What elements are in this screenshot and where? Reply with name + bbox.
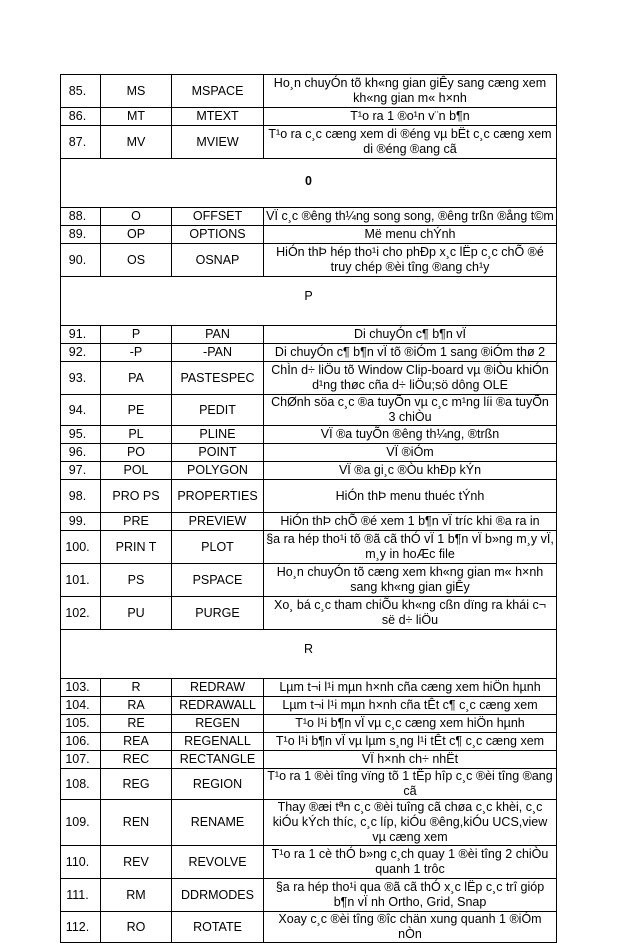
row-number-cell xyxy=(61,426,101,444)
abbreviation-cell: REC xyxy=(101,751,172,769)
table-row xyxy=(61,846,557,879)
table-row xyxy=(61,733,557,751)
table-row xyxy=(61,108,557,126)
command-cell: OSNAP xyxy=(172,244,264,277)
table-row xyxy=(61,912,557,943)
row-number-text: 106. xyxy=(65,734,90,748)
description-cell: Thay ®æi tªn c¸c ®èi tuîng cã chøa c¸c khèi, c¸c kiÓu kÝch thíc, c¸c líp, kiÓu ®êng,kiÓu UCS,view vµ cæng xem xyxy=(264,800,557,846)
row-number-text: 93. xyxy=(68,370,87,385)
description-cell: VÏ h×nh ch÷ nhËt xyxy=(264,751,557,769)
row-number-text: 98. xyxy=(68,488,87,503)
description-cell: HiÓn thÞ hép tho¹i cho phÐp x¸c lËp c¸c chÕ ®é truy chép ®èi tîng ®ang ch¹y xyxy=(264,244,557,277)
abbreviation-cell: REV xyxy=(101,846,172,879)
row-number-cell xyxy=(61,395,101,426)
command-cell: POINT xyxy=(172,444,264,462)
command-cell: REGEN xyxy=(172,715,264,733)
row-number-cell xyxy=(61,769,101,800)
row-number-text: 94. xyxy=(68,402,87,417)
table-row xyxy=(61,597,557,630)
row-number-cell xyxy=(61,513,101,531)
row-number-text: 110. xyxy=(65,854,90,869)
abbreviation-cell: PO xyxy=(101,444,172,462)
row-number-text: 89. xyxy=(68,227,87,241)
section-header-row xyxy=(61,277,557,326)
command-cell: POLYGON xyxy=(172,462,264,480)
abbreviation-cell: RE xyxy=(101,715,172,733)
table-row xyxy=(61,362,557,395)
description-cell: VÏ ®a gi¸c ®Òu khÐp kÝn xyxy=(264,462,557,480)
description-cell: Ho¸n chuyÓn tõ cæng xem kh«ng gian m« h×nh sang kh«ng gian giÊy xyxy=(264,564,557,597)
abbreviation-cell: PRE xyxy=(101,513,172,531)
row-number-cell xyxy=(61,912,101,943)
description-cell: T¹o ra 1 ®o¹n v¨n b¶n xyxy=(264,108,557,126)
description-cell: Di chuyÓn c¶ b¶n vÏ tõ ®iÓm 1 sang ®iÓm thø 2 xyxy=(264,344,557,362)
command-cell: RENAME xyxy=(172,800,264,846)
command-cell: DDRMODES xyxy=(172,879,264,912)
abbreviation-cell: MS xyxy=(101,75,172,108)
table-row xyxy=(61,679,557,697)
row-number-text: 96. xyxy=(68,445,87,459)
row-number-text: 91. xyxy=(68,327,87,341)
row-number-text: 85. xyxy=(68,83,87,98)
abbreviation-cell: RA xyxy=(101,697,172,715)
abbreviation-cell: PL xyxy=(101,426,172,444)
command-cell: PASTESPEC xyxy=(172,362,264,395)
row-number-text: 105. xyxy=(65,716,90,730)
description-cell: VÏ ®iÓm xyxy=(264,444,557,462)
abbreviation-cell: R xyxy=(101,679,172,697)
row-number-text: 103. xyxy=(65,680,90,694)
table-row xyxy=(61,564,557,597)
row-number-cell xyxy=(61,344,101,362)
description-cell: Xoay c¸c ®èi tîng ®îc chän xung quanh 1 ®iÓm nÒn xyxy=(264,912,557,943)
row-number-cell xyxy=(61,444,101,462)
row-number-cell xyxy=(61,208,101,226)
section-header-row xyxy=(61,630,557,679)
row-number-cell xyxy=(61,679,101,697)
description-cell: VÏ c¸c ®êng th¼ng song song, ®êng trßn ®ång t©m xyxy=(264,208,557,226)
command-cell: PREVIEW xyxy=(172,513,264,531)
command-cell: -PAN xyxy=(172,344,264,362)
command-cell: PSPACE xyxy=(172,564,264,597)
row-number-text: 109. xyxy=(65,815,90,829)
row-number-cell xyxy=(61,800,101,846)
description-cell: ChÌn d÷ liÖu tõ Window Clip-board vµ ®iÒu khiÓn d¹ng thøc cña d÷ liÖu;sö dông OLE xyxy=(264,362,557,395)
row-number-text: 92. xyxy=(68,345,87,359)
row-number-cell xyxy=(61,480,101,513)
row-number-text: 108. xyxy=(65,776,90,791)
row-number-cell xyxy=(61,244,101,277)
command-cell: MSPACE xyxy=(172,75,264,108)
table-row xyxy=(61,344,557,362)
command-table xyxy=(60,74,557,943)
command-cell: PROPERTIES xyxy=(172,480,264,513)
abbreviation-cell: RO xyxy=(101,912,172,943)
row-number-cell xyxy=(61,362,101,395)
description-cell: Di chuyÓn c¶ b¶n vÏ xyxy=(264,326,557,344)
row-number-cell xyxy=(61,564,101,597)
description-cell: T¹o ra 1 cè thÓ b»ng c¸ch quay 1 ®èi tîng 2 chiÒu quanh 1 trôc xyxy=(264,846,557,879)
description-cell: T¹o l¹i b¶n vÏ vµ lµm s¸ng l¹i tÊt c¶ c¸c cæng xem xyxy=(264,733,557,751)
command-cell: PEDIT xyxy=(172,395,264,426)
description-cell: Më menu chÝnh xyxy=(264,226,557,244)
row-number-cell xyxy=(61,462,101,480)
section-header-cell xyxy=(61,277,557,326)
row-number-text: 112. xyxy=(65,919,90,934)
abbreviation-cell: REN xyxy=(101,800,172,846)
section-letter: P xyxy=(304,289,313,303)
abbreviation-cell: REG xyxy=(101,769,172,800)
description-cell: Lµm t¬i l¹i mµn h×nh cña cæng xem hiÖn hµnh xyxy=(264,679,557,697)
table-row xyxy=(61,715,557,733)
table-row xyxy=(61,751,557,769)
row-number-cell xyxy=(61,108,101,126)
description-cell: VÏ ®a tuyÕn ®êng th¼ng, ®trßn xyxy=(264,426,557,444)
table-row xyxy=(61,879,557,912)
description-cell: T¹o ra 1 ®èi tîng vïng tõ 1 tËp hîp c¸c ®èi tîng ®ang cã xyxy=(264,769,557,800)
row-number-text: 87. xyxy=(68,134,87,149)
description-cell: §a ra hép tho¹i tõ ®ã cã thÓ vÏ 1 b¶n vÏ b»ng m¸y vÏ, m¸y in hoÆc file xyxy=(264,531,557,564)
description-cell: §a ra hép tho¹i qua ®ã cã thÓ x¸c lËp c¸c trî gióp b¶n vÏ nh Ortho, Grid, Snap xyxy=(264,879,557,912)
row-number-cell xyxy=(61,751,101,769)
section-header-cell xyxy=(61,630,557,679)
abbreviation-cell: REA xyxy=(101,733,172,751)
row-number-text: 100. xyxy=(65,539,90,554)
table-row xyxy=(61,480,557,513)
table-row xyxy=(61,426,557,444)
row-number-text: 107. xyxy=(65,752,90,766)
abbreviation-cell: OP xyxy=(101,226,172,244)
row-number-text: 90. xyxy=(68,252,87,267)
command-table-body xyxy=(61,75,557,943)
table-row xyxy=(61,769,557,800)
abbreviation-cell: RM xyxy=(101,879,172,912)
command-cell: PURGE xyxy=(172,597,264,630)
row-number-cell xyxy=(61,531,101,564)
row-number-text: 102. xyxy=(65,605,90,620)
row-number-cell xyxy=(61,733,101,751)
row-number-text: 86. xyxy=(68,109,87,123)
abbreviation-cell: PRIN T xyxy=(101,531,172,564)
description-cell: Ho¸n chuyÓn tõ kh«ng gian giÊy sang cæng xem kh«ng gian m« h×nh xyxy=(264,75,557,108)
command-cell: MTEXT xyxy=(172,108,264,126)
command-cell: REGION xyxy=(172,769,264,800)
command-cell: OFFSET xyxy=(172,208,264,226)
row-number-text: 101. xyxy=(65,572,90,587)
command-cell: ROTATE xyxy=(172,912,264,943)
command-cell: PAN xyxy=(172,326,264,344)
row-number-text: 97. xyxy=(68,463,87,477)
command-cell: OPTIONS xyxy=(172,226,264,244)
abbreviation-cell: P xyxy=(101,326,172,344)
row-number-cell xyxy=(61,597,101,630)
abbreviation-cell: PE xyxy=(101,395,172,426)
command-cell: REGENALL xyxy=(172,733,264,751)
row-number-cell xyxy=(61,75,101,108)
section-letter: 0 xyxy=(305,174,312,188)
table-row xyxy=(61,226,557,244)
description-cell: Lµm t¬i l¹i mµn h×nh cña tÊt c¶ c¸c cæng xem xyxy=(264,697,557,715)
table-row xyxy=(61,126,557,159)
table-row xyxy=(61,444,557,462)
row-number-text: 99. xyxy=(68,514,87,528)
table-row xyxy=(61,462,557,480)
row-number-cell xyxy=(61,879,101,912)
abbreviation-cell: PS xyxy=(101,564,172,597)
abbreviation-cell: PA xyxy=(101,362,172,395)
table-row xyxy=(61,326,557,344)
row-number-cell xyxy=(61,126,101,159)
table-row xyxy=(61,800,557,846)
command-cell: MVIEW xyxy=(172,126,264,159)
description-cell: HiÓn thÞ chÕ ®é xem 1 b¶n vÏ tríc khi ®a ra in xyxy=(264,513,557,531)
row-number-text: 111. xyxy=(66,887,89,902)
description-cell: T¹o ra c¸c cæng xem di ®éng vµ bËt c¸c cæng xem di ®éng ®ang cã xyxy=(264,126,557,159)
row-number-cell xyxy=(61,715,101,733)
description-cell: HiÓn thÞ menu thuéc tÝnh xyxy=(264,480,557,513)
row-number-text: 88. xyxy=(68,209,87,223)
section-header-cell xyxy=(61,159,557,208)
row-number-text: 104. xyxy=(65,698,90,712)
command-cell: PLOT xyxy=(172,531,264,564)
row-number-cell xyxy=(61,226,101,244)
abbreviation-cell: PU xyxy=(101,597,172,630)
table-row xyxy=(61,208,557,226)
row-number-cell xyxy=(61,326,101,344)
section-header-row xyxy=(61,159,557,208)
section-letter: R xyxy=(303,642,314,656)
command-cell: REDRAW xyxy=(172,679,264,697)
abbreviation-cell: POL xyxy=(101,462,172,480)
abbreviation-cell: MV xyxy=(101,126,172,159)
table-row xyxy=(61,697,557,715)
description-cell: ChØnh söa c¸c ®a tuyÕn vµ c¸c m¹ng líi ®a tuyÕn 3 chiÒu xyxy=(264,395,557,426)
abbreviation-cell: MT xyxy=(101,108,172,126)
command-cell: RECTANGLE xyxy=(172,751,264,769)
command-cell: PLINE xyxy=(172,426,264,444)
abbreviation-cell: PRO PS xyxy=(101,480,172,513)
table-row xyxy=(61,395,557,426)
table-row xyxy=(61,244,557,277)
command-cell: REVOLVE xyxy=(172,846,264,879)
row-number-cell xyxy=(61,846,101,879)
description-cell: T¹o l¹i b¶n vÏ vµ c¸c cæng xem hiÖn hµnh xyxy=(264,715,557,733)
table-row xyxy=(61,75,557,108)
row-number-text: 95. xyxy=(68,427,87,441)
table-row xyxy=(61,531,557,564)
row-number-cell xyxy=(61,697,101,715)
table-row xyxy=(61,513,557,531)
description-cell: Xo¸ bá c¸c tham chiÕu kh«ng cßn dïng ra khái c¬ së d÷ liÖu xyxy=(264,597,557,630)
command-cell: REDRAWALL xyxy=(172,697,264,715)
abbreviation-cell: O xyxy=(101,208,172,226)
abbreviation-cell: -P xyxy=(101,344,172,362)
abbreviation-cell: OS xyxy=(101,244,172,277)
